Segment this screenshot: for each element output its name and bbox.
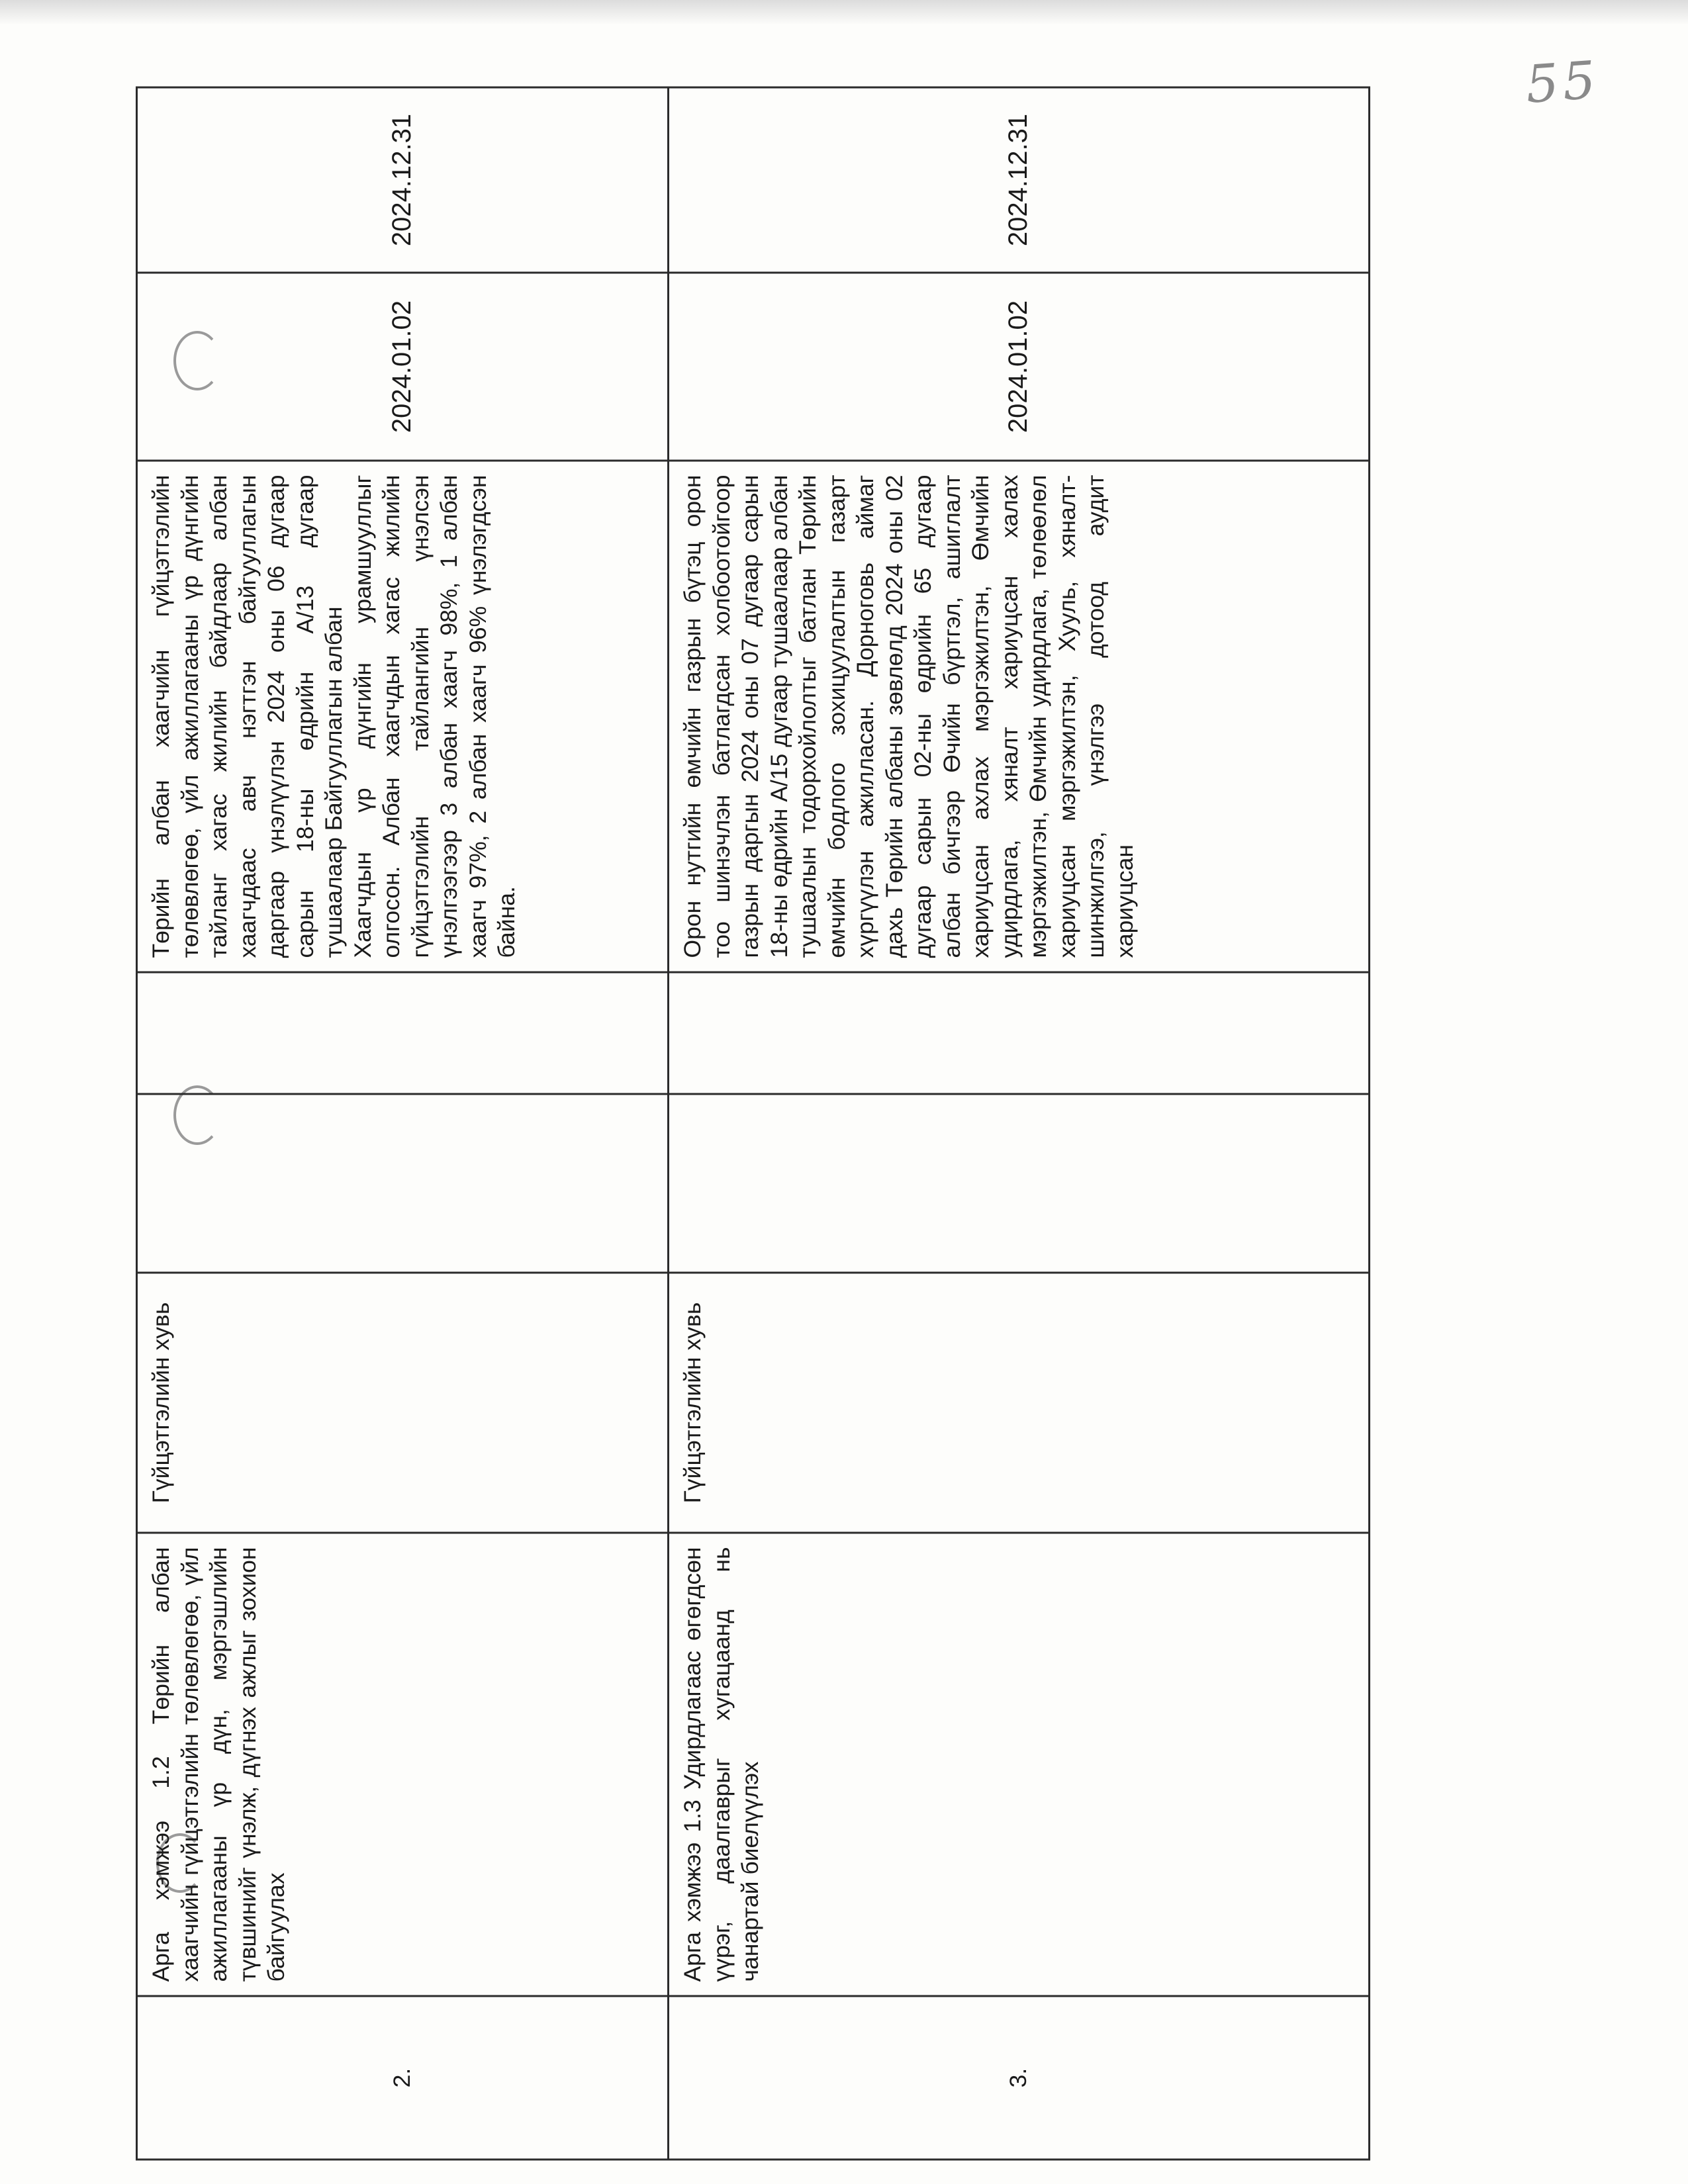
end-date-cell: 2024.12.31: [669, 87, 1370, 273]
start-date-cell: 2024.01.02: [137, 273, 669, 461]
scan-top-shadow: [0, 0, 1688, 25]
description-paragraph: Төрийн албан хаагчийн гүйцэтгэлийн төлөвлөгөө, үйл ажиллагааны үр дүнгийн тайланг хагас жилийн байдлаар албан хаагчдаас авч нэгтгэн байгууллагын даргаар үнэлүүлэн 2024 оны 06 дугаар сарын 18-ны өдрийн А/13 дугаар тушаалаар Байгууллагын албан: [148, 475, 347, 958]
rotated-table-container: [136, 113, 1327, 2161]
empty-cell: [669, 1094, 1370, 1273]
empty-cell: [137, 1094, 669, 1273]
description-cell: [137, 461, 669, 972]
description-cell: [669, 461, 1370, 972]
action-plan-table: [136, 87, 1370, 2161]
row-number-cell: 3.: [669, 1996, 1370, 2160]
table-row: [669, 87, 1370, 2160]
table-row: [137, 87, 669, 2160]
start-date-cell: 2024.01.02: [669, 273, 1370, 461]
empty-cell: [669, 972, 1370, 1094]
page-number: 55: [1523, 50, 1602, 115]
indicator-cell: Гүйцэтгэлийн хувь: [137, 1273, 669, 1533]
row-number-cell: 2.: [137, 1996, 669, 2160]
end-date-cell: 2024.12.31: [137, 87, 669, 273]
description-paragraph: Хаагчдын үр дүнгийн урамшууллыг олгосон. Албан хаагчдын хагас жилийн гүйцэтгэлийн тайлангийн үнэлсэн үнэлгээгээр 3 албан хаагч 98%, 1 албан хаагч 97%, 2 албан хаагч 96% үнэлэгдсэн байна.: [349, 475, 520, 958]
task-cell: Арга хэмжээ 1.3 Удирдлагаас өгөгдсөн үүрэг, даалгаврыг хугацаанд нь чанартай биелүүлэх: [669, 1533, 1370, 1996]
indicator-cell: Гүйцэтгэлийн хувь: [669, 1273, 1370, 1533]
task-cell: Арга хэмжээ 1.2 Төрийн албан хаагчийн гүйцэтгэлийн төлөвлөгөө, үйл ажиллагааны үр дүн, мэргэшлийн түвшинийг үнэлж, дүгнэх ажлыг зохион байгуулах: [137, 1533, 669, 1996]
empty-cell: [137, 972, 669, 1094]
description-paragraph: Орон нутгийн өмчийн газрын бүтэц орон тоо шинэчлэн батлагдсан холбоотойгоор газрын даргын 2024 оны 07 дугаар сарын 18-ны өдрийн А/15 дугаар тушаалаар албан тушаалын тодорхойлолтыг батлан Төрийн өмчийн бодлого зохицуулалтын газарт хүргүүлэн ажилласан. Дорноговь аймаг дахь Төрийн албаны зөвлөлд 2024 оны 02 дугаар сарын 02-ны өдрийн 65 дугаар албан бичгээр Өчийн бүртгэл, ашиглалт хариуцсан ахлах мэргэжилтэн, Өмчийн удирдлага, хяналт хариуцсан халах мэргэжилтэн, Өмчийн удирдлага, төлөөлөл хариуцсан мэргэжилтэн, Хууль, хяналт-шинжилгээ, үнэлгээ дотоод аудит хариуцсан: [679, 475, 1138, 958]
